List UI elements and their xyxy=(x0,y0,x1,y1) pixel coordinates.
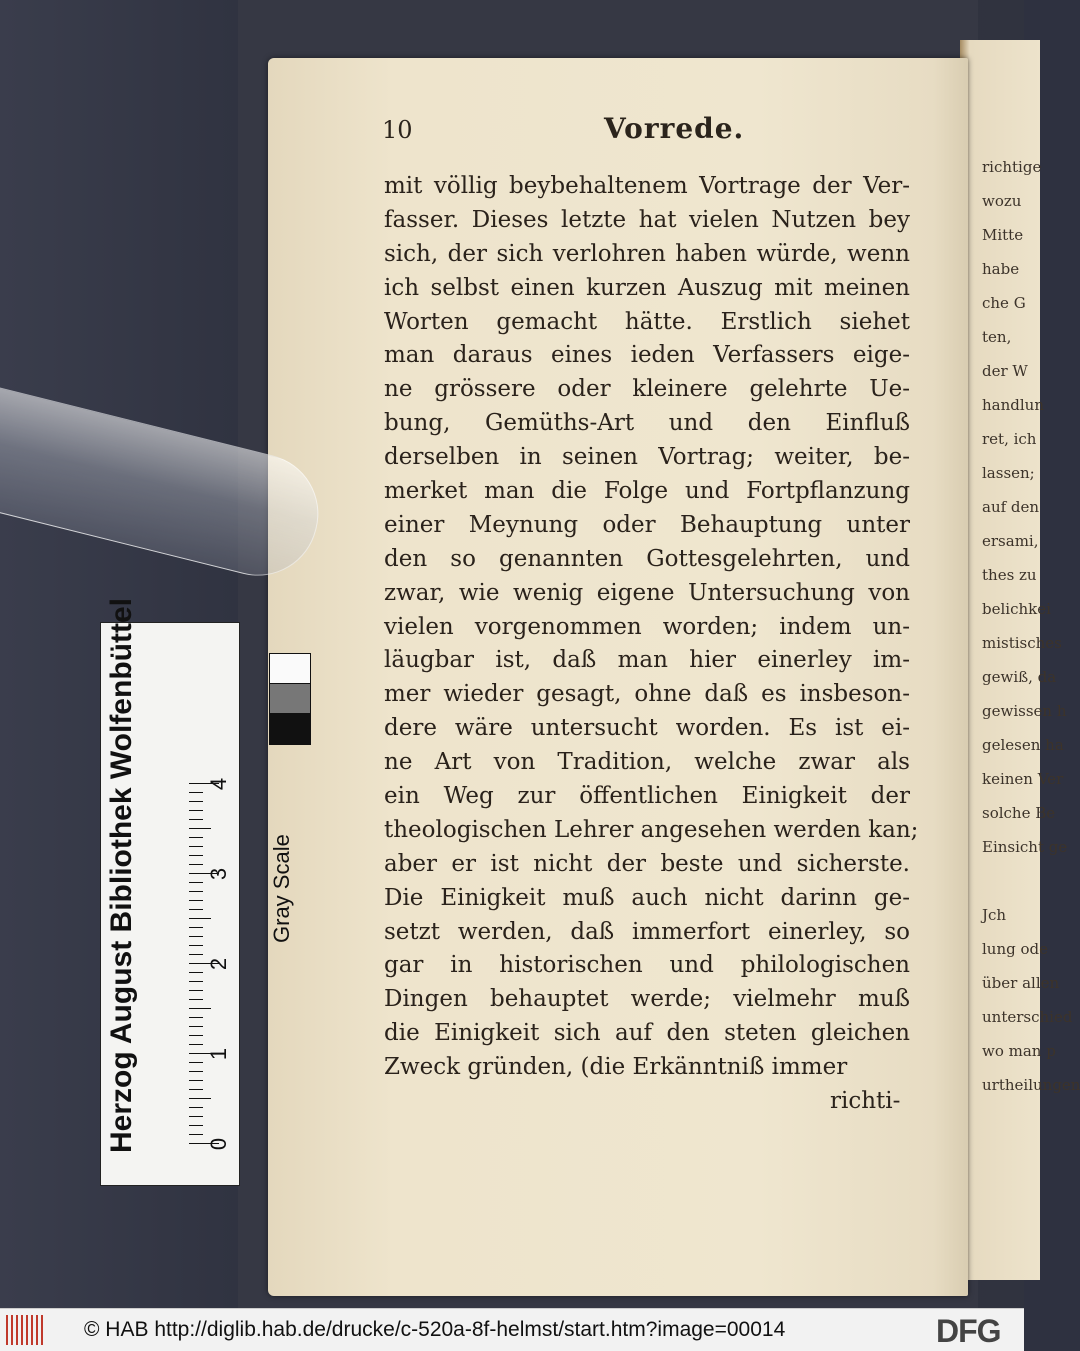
page-number: 10 xyxy=(382,116,413,144)
text-line: ne Art von Tradition, welche zwar als xyxy=(384,749,910,776)
ruler-tick xyxy=(189,918,211,919)
ruler-tick xyxy=(189,1008,211,1009)
ruler-tick xyxy=(189,972,203,973)
ruler-tick xyxy=(189,1107,203,1108)
ruler-tick xyxy=(189,909,203,910)
copyright-link[interactable]: © HAB http://diglib.hab.de/drucke/c-520a-8f-helmst/start.htm?image=00014 xyxy=(84,1318,786,1341)
text-line: ich selbst einen kurzen Auszug mit meinen xyxy=(384,274,910,301)
text-line: merket man die Folge und Fortpflanzung xyxy=(384,478,910,505)
text-line: einer Meynung oder Behauptung unter xyxy=(384,511,910,538)
text-line: vielen vorgenommen worden; indem un- xyxy=(384,613,910,640)
text-line: den so genannten Gottesgelehrten, und xyxy=(384,545,910,572)
page-header xyxy=(382,110,902,150)
ruler-tick xyxy=(189,945,203,946)
ruler-tick xyxy=(189,1089,203,1090)
ruler-tick xyxy=(189,1035,203,1036)
text-line: setzt werden, daß immerfort einerley, so xyxy=(384,918,910,945)
ruler-tick xyxy=(189,828,211,829)
text-line: Dingen behauptet werde; vielmehr muß xyxy=(384,986,910,1013)
text-line: zwar, wie wenig eigene Untersuchung von xyxy=(384,579,910,606)
text-line: dere wäre untersucht worden. Es ist ei- xyxy=(384,715,910,742)
text-line: sich, der sich verlohren haben würde, wenn xyxy=(384,240,910,267)
ruler-tick xyxy=(189,927,203,928)
ruler-tick xyxy=(189,882,203,883)
institution-label: Herzog August Bibliothek Wolfenbüttel xyxy=(105,598,138,1153)
text-line: bung, Gemüths-Art und den Einfluß xyxy=(384,410,910,437)
ruler-tick xyxy=(189,954,203,955)
body-text xyxy=(384,170,919,1085)
text-line: die Einigkeit sich auf den steten gleichen xyxy=(384,1020,910,1047)
ruler-tick xyxy=(189,819,203,820)
text-line: Worten gemacht hätte. Erstlich siehet xyxy=(384,308,910,335)
ruler-tick xyxy=(189,1026,203,1027)
ruler-tick xyxy=(189,981,203,982)
ruler-tick xyxy=(189,936,203,937)
text-line: läugbar ist, daß man hier einerley im- xyxy=(384,647,910,674)
ruler-number: 4 xyxy=(206,777,232,791)
text-line: Die Einigkeit muß auch nicht darinn ge- xyxy=(384,884,910,911)
gray-scale-label: Gray Scale xyxy=(269,834,294,943)
text-line: ne grössere oder kleinere gelehrte Ue- xyxy=(384,376,910,403)
ruler-tick xyxy=(189,1071,203,1072)
white-swatch xyxy=(269,653,311,685)
ruler-tick xyxy=(189,792,203,793)
ruler-tick xyxy=(189,891,203,892)
catchword: richti- xyxy=(830,1088,901,1114)
facing-page-text: richtige wozu Mitte habe che G ten, der W handlun ret, ich lassen; auf den ersami, thes zu belichkei mistisches gewiß, da gewissen h gelesen ha keinen Ver solche Be Einsicht ge Jch lung über allen unterschied wo man p urtheilungen xyxy=(982,158,1080,1094)
text-line: man daraus eines ieden Verfassers eige- xyxy=(384,342,910,369)
ruler-tick xyxy=(189,1080,203,1081)
ruler-tick xyxy=(189,810,203,811)
ruler-tick xyxy=(189,990,203,991)
ruler-tick xyxy=(189,900,203,901)
ruler-tick xyxy=(189,837,203,838)
text-line: gar in historischen und philologischen xyxy=(384,952,910,979)
ruler-tick xyxy=(189,1125,203,1126)
ruler-tick xyxy=(189,855,203,856)
ruler-tick xyxy=(189,801,203,802)
text-line: Zweck gründen, (die Erkänntniß immer xyxy=(384,1054,848,1081)
ruler-number: 2 xyxy=(206,957,232,971)
ruler-tick xyxy=(189,864,203,865)
ruler-tick xyxy=(189,1098,211,1099)
ruler-tick xyxy=(189,1017,203,1018)
ruler-number: 3 xyxy=(206,867,232,881)
gray-swatch xyxy=(269,683,311,715)
ruler-tick xyxy=(189,1134,203,1135)
barcode-icon xyxy=(6,1315,46,1345)
text-line: theologischen Lehrer angesehen werden kan; xyxy=(384,816,919,843)
footer-bar xyxy=(0,1308,1024,1351)
dfg-logo: DFG xyxy=(936,1313,1001,1349)
ruler-tick xyxy=(189,1062,203,1063)
black-swatch xyxy=(269,713,311,745)
ruler-tick xyxy=(189,1116,203,1117)
text-line: mer wieder gesagt, ohne daß es insbeson- xyxy=(384,681,910,708)
running-head: Vorrede. xyxy=(604,112,745,145)
ruler-number: 0 xyxy=(206,1137,232,1151)
ruler-tick xyxy=(189,999,203,1000)
ruler-number: 1 xyxy=(206,1047,232,1061)
text-line: derselben in seinen Vortrag; weiter, be- xyxy=(384,444,910,471)
text-line: aber er ist nicht der beste und sicherste. xyxy=(384,850,910,877)
ruler-tick xyxy=(189,1044,203,1045)
ruler-tick xyxy=(189,846,203,847)
text-line: fasser. Dieses letzte hat vielen Nutzen bey xyxy=(384,206,910,233)
text-line: mit völlig beybehaltenem Vortrage der Ver- xyxy=(384,173,910,199)
gray-scale-card xyxy=(100,598,294,1186)
text-line: ein Weg zur öffentlichen Einigkeit der xyxy=(384,783,910,810)
